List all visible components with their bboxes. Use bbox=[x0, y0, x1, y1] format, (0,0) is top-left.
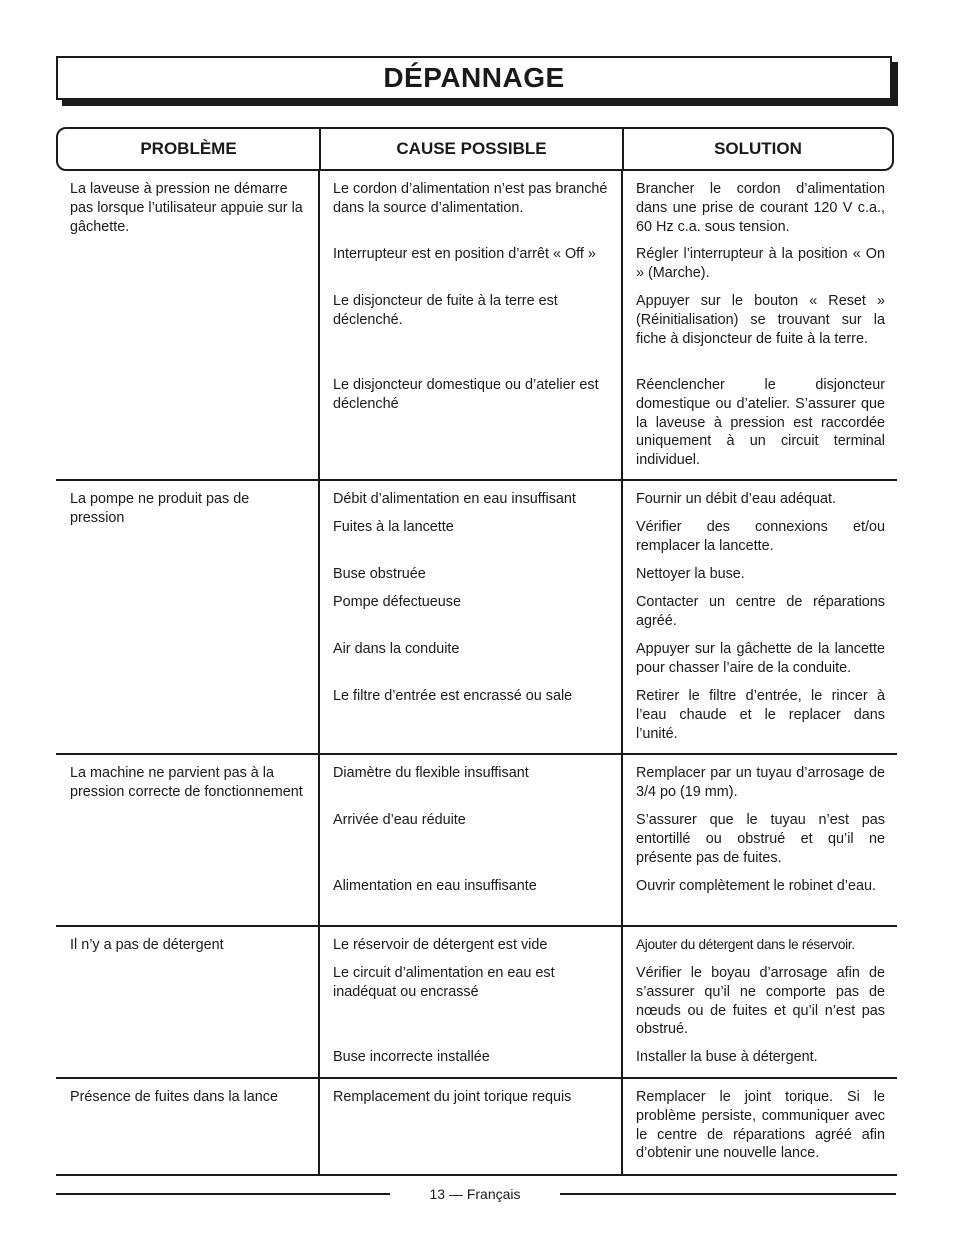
solution-text: Retirer le filtre d’entrée, le rincer à l’eau chaude et le replacer dans l’unité. bbox=[636, 688, 885, 742]
table-row-group bbox=[56, 481, 897, 755]
page-number: 13 — Français bbox=[429, 1186, 521, 1202]
solution-text: S’assurer que le tuyau n’est pas entortillé ou obstrué et qu’il ne présente pas de fuites. bbox=[636, 812, 885, 866]
solution-text: Vérifier le boyau d’arrosage afin de s’assurer qu’il ne comporte pas de nœuds ou de fuites et qu’il n’est pas obstrué. bbox=[636, 965, 885, 1038]
troubleshooting-table bbox=[56, 171, 897, 1176]
page-title-banner bbox=[56, 56, 892, 100]
solution-cell bbox=[623, 927, 897, 1077]
solution-cell bbox=[623, 755, 897, 925]
solution-text: Fournir un débit d’eau adéquat. bbox=[636, 491, 837, 507]
footer-rule-left bbox=[56, 1193, 390, 1195]
solution-text: Nettoyer la buse. bbox=[636, 566, 745, 582]
solution-text: Brancher le cordon d’alimentation dans une prise de courant 120 V c.a., 60 Hz c.a. sous tension. bbox=[636, 181, 885, 235]
cause-text: Interrupteur est en position d’arrêt « Off » bbox=[333, 246, 596, 262]
cause-text: Remplacement du joint torique requis bbox=[333, 1089, 572, 1105]
solution-cell bbox=[623, 481, 897, 753]
cause-text: Le disjoncteur de fuite à la terre est déclenché. bbox=[333, 293, 558, 328]
solution-text: Appuyer sur le bouton « Reset » (Réinitialisation) se trouvant sur la fiche à disjoncteur de fuite à la terre. bbox=[636, 293, 885, 347]
solution-text: Réenclencher le disjoncteur domestique ou d’atelier. S’assurer que la laveuse à pression est raccordée uniquement à un circuit terminal individuel. bbox=[636, 377, 885, 469]
cause-text: Le filtre d’entrée est encrassé ou sale bbox=[333, 688, 573, 704]
table-row-group bbox=[56, 755, 897, 927]
header-solution: SOLUTION bbox=[714, 139, 802, 158]
cause-cell bbox=[320, 1079, 623, 1174]
table-header bbox=[56, 127, 894, 171]
footer-rule-right bbox=[560, 1193, 896, 1195]
page-title: DÉPANNAGE bbox=[56, 56, 892, 100]
header-cause: CAUSE POSSIBLE bbox=[321, 129, 624, 169]
solution-text: Régler l’interrupteur à la position « On » (Marche). bbox=[636, 246, 885, 281]
cause-text: Le réservoir de détergent est vide bbox=[333, 937, 548, 953]
solution-text: Vérifier des connexions et/ou remplacer la lancette. bbox=[636, 519, 885, 554]
solution-text: Appuyer sur la gâchette de la lancette pour chasser l’aire de la conduite. bbox=[636, 641, 885, 676]
solution-text: Ouvrir complètement le robinet d’eau. bbox=[636, 878, 876, 894]
cause-cell bbox=[320, 755, 623, 925]
cause-text: Fuites à la lancette bbox=[333, 519, 454, 535]
cause-text: Le circuit d’alimentation en eau est inadéquat ou encrassé bbox=[333, 965, 555, 1000]
solution-text: Remplacer par un tuyau d’arrosage de 3/4 po (19 mm). bbox=[636, 765, 885, 800]
problem-cell: La machine ne parvient pas à la pression correcte de fonctionnement bbox=[56, 755, 320, 925]
solution-text: Installer la buse à détergent. bbox=[636, 1049, 818, 1065]
table-row-group bbox=[56, 1079, 897, 1176]
problem-cell: Présence de fuites dans la lance bbox=[56, 1079, 320, 1174]
cause-cell bbox=[320, 481, 623, 753]
header-problem: PROBLÈME bbox=[58, 129, 321, 169]
problem-cell: Il n’y a pas de détergent bbox=[56, 927, 320, 1077]
table-row-group bbox=[56, 927, 897, 1079]
page-footer bbox=[56, 1184, 896, 1204]
problem-cell: La laveuse à pression ne démarre pas lorsque l’utilisateur appuie sur la gâchette. bbox=[56, 171, 320, 479]
cause-text: Le disjoncteur domestique ou d’atelier est déclenché bbox=[333, 377, 599, 412]
solution-cell bbox=[623, 1079, 897, 1174]
problem-cell: La pompe ne produit pas de pression bbox=[56, 481, 320, 753]
cause-text: Le cordon d’alimentation n’est pas branché dans la source d’alimentation. bbox=[333, 181, 608, 216]
cause-text: Alimentation en eau insuffisante bbox=[333, 878, 537, 894]
cause-text: Air dans la conduite bbox=[333, 641, 460, 657]
solution-text: Remplacer le joint torique. Si le problème persiste, communiquer avec le centre de réparations agréé afin d’obtenir une nouvelle lance. bbox=[636, 1089, 885, 1162]
solution-text: Ajouter du détergent dans le réservoir. bbox=[636, 937, 855, 952]
cause-text: Débit d’alimentation en eau insuffisant bbox=[333, 491, 576, 507]
solution-cell bbox=[623, 171, 897, 479]
cause-text: Pompe défectueuse bbox=[333, 594, 462, 610]
cause-cell bbox=[320, 171, 623, 479]
cause-text: Buse incorrecte installée bbox=[333, 1049, 490, 1065]
cause-cell bbox=[320, 927, 623, 1077]
cause-text: Buse obstruée bbox=[333, 566, 426, 582]
cause-text: Diamètre du flexible insuffisant bbox=[333, 765, 529, 781]
cause-text: Arrivée d’eau réduite bbox=[333, 812, 466, 828]
table-row-group bbox=[56, 171, 897, 481]
solution-text: Contacter un centre de réparations agréé. bbox=[636, 594, 885, 629]
